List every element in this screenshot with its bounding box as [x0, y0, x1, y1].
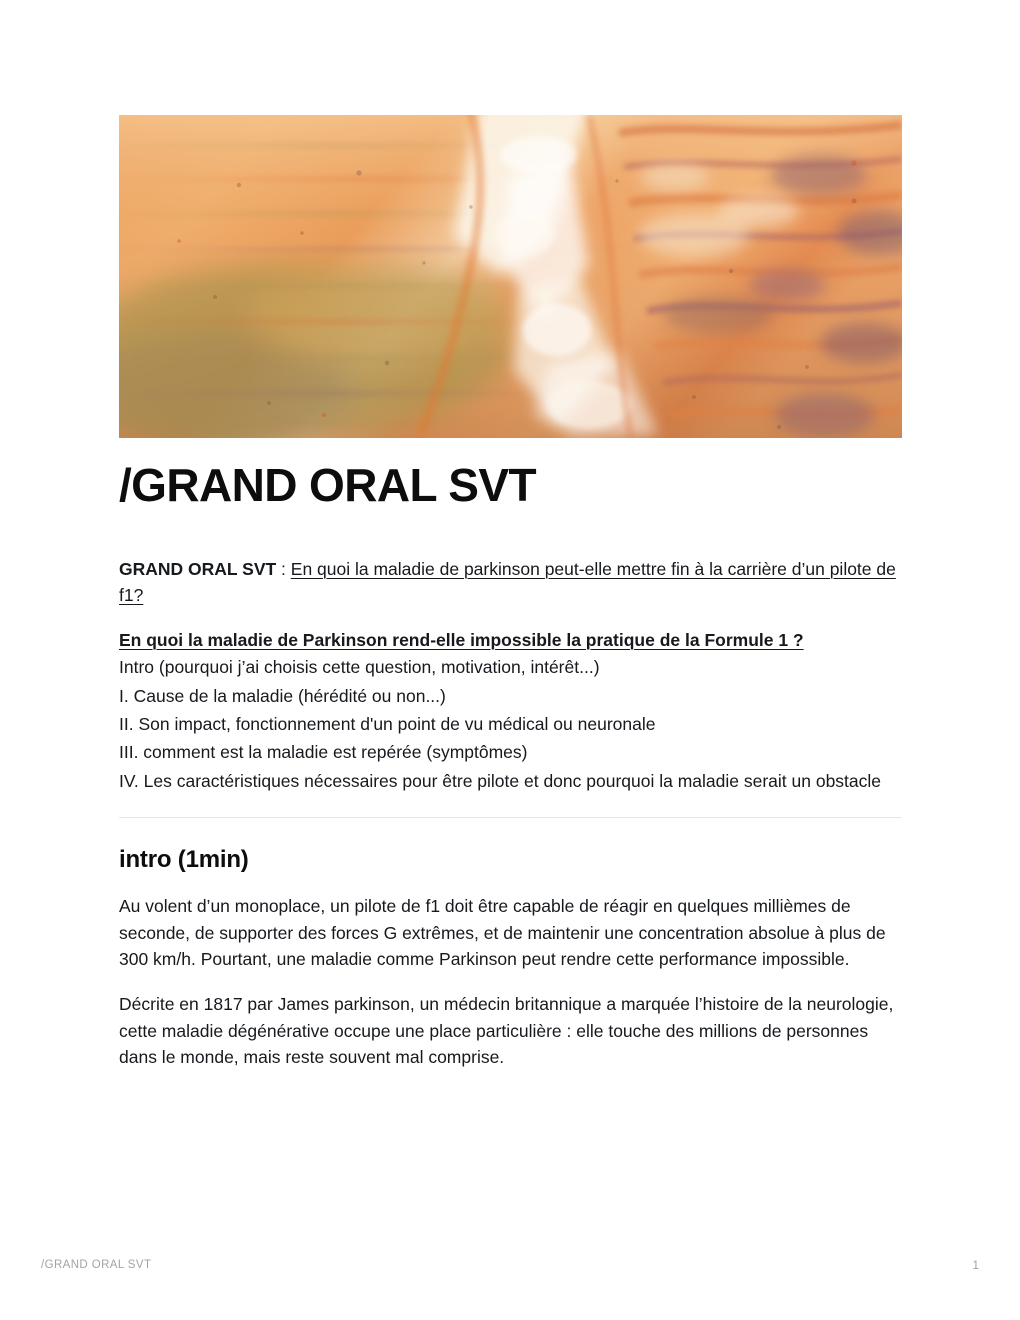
grand-oral-label: GRAND ORAL SVT: [119, 558, 277, 579]
intro-paragraph-2: Décrite en 1817 par James parkinson, un médecin britannique a marquée l’histoire de la neurologie, cette maladie dégénérative occupe une place particulière : elle touche des millions de personnes dans le monde, mais reste souvent mal comprise.: [119, 993, 894, 1068]
grand-oral-question: En quoi la maladie de parkinson peut-elle mettre fin à la carrière d’un pilote de f1?: [119, 558, 896, 606]
outline-line: Intro (pourquoi j’ai choisis cette question, motivation, intérêt...): [119, 657, 600, 678]
reformulated-question: En quoi la maladie de Parkinson rend-elle impossible la pratique de la Formule 1 ?: [119, 629, 804, 650]
document-content: [119, 438, 902, 1071]
section-divider: [119, 817, 902, 818]
footer-document-name: /GRAND ORAL SVT: [41, 1259, 152, 1271]
page-title: /GRAND ORAL SVT: [119, 459, 536, 511]
cover-image: [119, 115, 902, 438]
intro-paragraph-1: Au volent d’un monoplace, un pilote de f1 doit être capable de réagir en quelques millièmes de seconde, de supporter des forces G extrêmes, et de maintenir une concentration absolue à plus de 300 km/h. Pourtant, une maladie comme Parkinson peut rendre cette performance impossible.: [119, 896, 886, 970]
outline-line: IV. Les caractéristiques nécessaires pour être pilote et donc pourquoi la maladie serait un obstacle: [119, 770, 882, 791]
grand-oral-question-paragraph: [119, 556, 902, 609]
outline-line: I. Cause de la maladie (hérédité ou non...): [119, 685, 446, 706]
footer-page-number: 1: [972, 1258, 979, 1272]
page-footer: [41, 1255, 979, 1275]
outline-line: III. comment est la maladie est repérée (symptômes): [119, 742, 528, 763]
outline-line: II. Son impact, fonctionnement d'un point de vu médical ou neuronale: [119, 713, 656, 734]
cover-image-artwork: [119, 115, 902, 438]
outline-plan: [119, 653, 902, 795]
section-heading-intro: intro (1min): [119, 846, 249, 874]
grand-oral-separator: :: [276, 558, 291, 579]
